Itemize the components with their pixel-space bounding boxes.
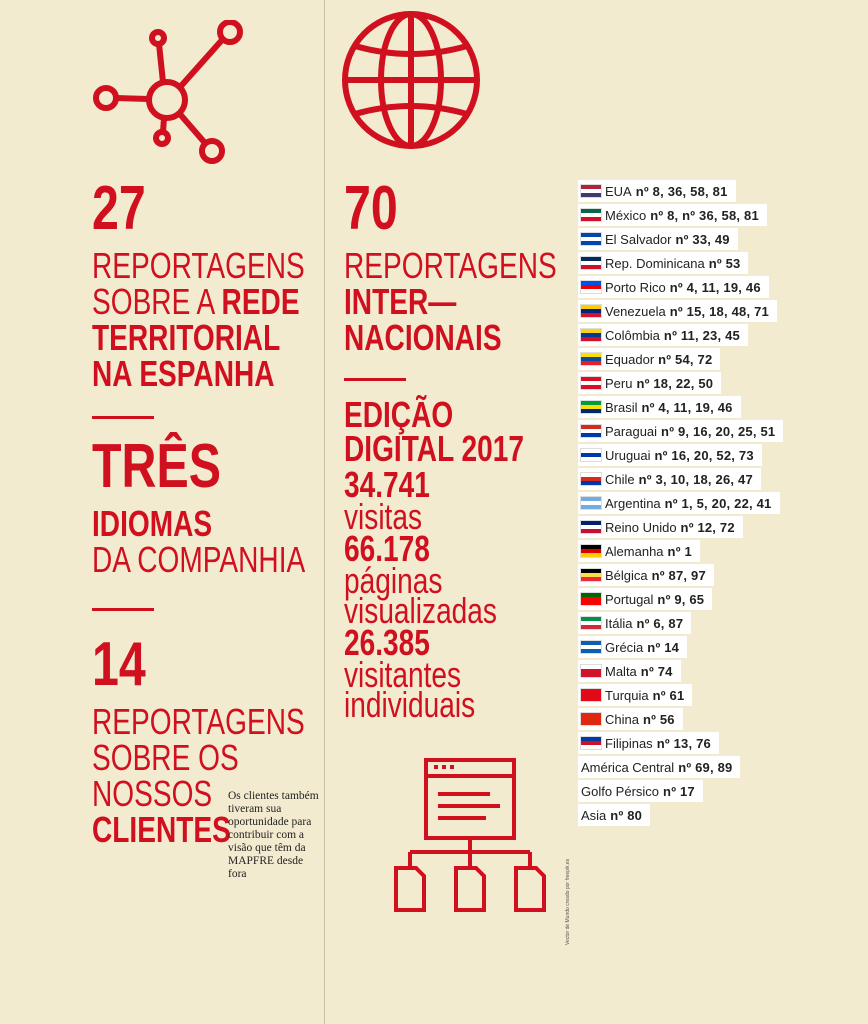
country-issues: nº 87, 97 [651, 567, 706, 583]
flag-icon [581, 425, 601, 437]
country-row-wrap [578, 708, 868, 732]
country-issues: nº 11, 23, 45 [663, 327, 740, 343]
flag-icon [581, 377, 601, 389]
country-row-wrap [578, 540, 868, 564]
flag-icon [581, 569, 601, 581]
country-row [578, 516, 743, 538]
country-row-wrap [578, 516, 868, 540]
country-issues: nº 54, 72 [658, 351, 713, 367]
country-name: Paraguai [605, 423, 658, 439]
section-rule [344, 378, 406, 381]
country-row [578, 228, 738, 250]
flag-icon [581, 185, 601, 197]
stat-number: 27 [92, 174, 146, 243]
flag-icon [581, 305, 601, 317]
country-name: Asia [581, 807, 607, 823]
country-row-wrap [578, 468, 868, 492]
flag-icon [581, 737, 601, 749]
country-row [578, 420, 783, 442]
country-issues: nº 3, 10, 18, 26, 47 [638, 471, 753, 487]
country-row-wrap [578, 372, 868, 396]
country-name: América Central [581, 759, 675, 775]
label-line-bold: NACIONAIS [344, 317, 502, 358]
country-issues: nº 12, 72 [680, 519, 735, 535]
country-issues: nº 9, 16, 20, 25, 51 [661, 423, 776, 439]
flag-icon [581, 473, 601, 485]
label-line-bold: NA ESPANHA [92, 353, 275, 394]
country-row-wrap [578, 660, 868, 684]
stat-value: 34.741 [344, 464, 430, 505]
country-name: Colômbia [605, 327, 660, 343]
country-name: Reino Unido [605, 519, 677, 535]
country-issues: nº 9, 65 [657, 591, 705, 607]
country-name: Portugal [605, 591, 654, 607]
country-row [578, 300, 777, 322]
country-row [578, 180, 736, 202]
flag-icon [581, 353, 601, 365]
country-name: Itália [605, 615, 633, 631]
country-row-wrap [578, 636, 868, 660]
country-row-wrap [578, 756, 868, 780]
stat-label: individuais [344, 684, 476, 725]
country-row-wrap [578, 420, 868, 444]
country-issues: nº 56 [642, 711, 675, 727]
country-row [578, 564, 714, 586]
stat-label: visitantes [344, 654, 462, 695]
flag-icon [581, 545, 601, 557]
country-row [578, 588, 712, 610]
country-issues: nº 53 [708, 255, 741, 271]
country-row [578, 660, 681, 682]
flag-icon [581, 497, 601, 509]
country-row [578, 204, 767, 226]
country-name: China [605, 711, 639, 727]
country-name: Peru [605, 375, 633, 391]
country-row-wrap [578, 444, 868, 468]
stat-number: TRÊS [92, 432, 221, 501]
country-name: Grécia [605, 639, 644, 655]
country-name: Porto Rico [605, 279, 666, 295]
block-territorial [92, 174, 365, 394]
flag-icon [581, 233, 601, 245]
clients-note: Os clientes também tiveram sua oportunidade para contribuir com a visão que têm da MAPFRE desde fora [228, 790, 319, 880]
country-issues: nº 18, 22, 50 [636, 375, 714, 391]
country-issues: nº 1 [667, 543, 692, 559]
stat-value: 26.385 [344, 622, 430, 663]
flag-icon [581, 593, 601, 605]
country-row [578, 804, 650, 826]
flag-icon [581, 449, 601, 461]
country-row-wrap [578, 804, 868, 828]
country-row [578, 396, 741, 418]
credit-text: Vector de Mundo creado por freepik.es [565, 858, 571, 945]
flag-icon [581, 641, 601, 653]
country-issues: nº 4, 11, 19, 46 [669, 279, 761, 295]
country-name: EUA [605, 183, 632, 199]
country-issues: nº 6, 87 [636, 615, 684, 631]
edition-line: EDIÇÃO [344, 394, 454, 435]
stat-visits [344, 464, 575, 537]
country-name: El Salvador [605, 231, 672, 247]
country-issues: nº 13, 76 [656, 735, 711, 751]
country-row [578, 372, 721, 394]
country-row-wrap [578, 612, 868, 636]
country-issues: nº 15, 18, 48, 71 [669, 303, 769, 319]
flag-icon [581, 521, 601, 533]
sitemap-icon [390, 756, 550, 916]
country-row [578, 708, 683, 730]
country-issues: nº 61 [652, 687, 685, 703]
stat-label: visualizadas [344, 590, 497, 631]
country-name: Chile [605, 471, 635, 487]
country-row [578, 492, 780, 514]
country-row-wrap [578, 684, 868, 708]
block-languages [92, 432, 365, 580]
country-row-wrap [578, 732, 868, 756]
country-row [578, 348, 720, 370]
country-row [578, 780, 703, 802]
block-digital-edition [344, 394, 575, 725]
country-row-wrap [578, 228, 868, 252]
country-name: Argentina [605, 495, 661, 511]
stat-label: páginas [344, 560, 443, 601]
label-line-bold: IDIOMAS [92, 503, 213, 544]
country-row [578, 636, 687, 658]
flag-icon [581, 401, 601, 413]
stat-number: 70 [344, 174, 398, 243]
country-name: Equador [605, 351, 655, 367]
country-name: Turquia [605, 687, 649, 703]
country-row-wrap [578, 180, 868, 204]
label-line-bold: TERRITORIAL [92, 317, 281, 358]
flag-icon [581, 665, 601, 677]
country-name: Bélgica [605, 567, 648, 583]
block-international [344, 174, 617, 358]
label-line: SOBRE A [92, 281, 222, 322]
label-line: REPORTAGENS [92, 701, 305, 742]
country-row [578, 756, 740, 778]
country-row [578, 612, 691, 634]
country-row [578, 732, 719, 754]
country-issues: nº 4, 11, 19, 46 [641, 399, 733, 415]
globe-icon [340, 10, 485, 155]
country-row [578, 444, 762, 466]
country-row-wrap [578, 564, 868, 588]
flag-icon [581, 329, 601, 341]
country-name: Brasil [605, 399, 638, 415]
label-line: SOBRE OS [92, 737, 239, 778]
flag-icon [581, 713, 601, 725]
label-line: DA COMPANHIA [92, 539, 306, 580]
country-row-wrap [578, 252, 868, 276]
country-name: Rep. Dominicana [605, 255, 705, 271]
country-issues: nº 1, 5, 20, 22, 41 [664, 495, 772, 511]
country-name: Filipinas [605, 735, 653, 751]
country-row-wrap [578, 588, 868, 612]
country-row-wrap [578, 348, 868, 372]
network-icon [88, 20, 248, 170]
country-name: Uruguai [605, 447, 651, 463]
country-row [578, 684, 692, 706]
stat-pageviews [344, 528, 575, 631]
country-issues: nº 8, 36, 58, 81 [635, 183, 728, 199]
label-line-bold: CLIENTES [92, 809, 231, 850]
country-name: Malta [605, 663, 637, 679]
country-row-wrap [578, 300, 868, 324]
label-line-bold: REDE [221, 281, 300, 322]
country-row-wrap [578, 780, 868, 804]
country-row-wrap [578, 276, 868, 300]
country-issues: nº 80 [610, 807, 643, 823]
country-row [578, 468, 761, 490]
country-issues: nº 74 [640, 663, 673, 679]
country-issues: nº 17 [663, 783, 695, 799]
flag-icon [581, 281, 601, 293]
edition-line: DIGITAL 2017 [344, 428, 524, 469]
country-row [578, 540, 700, 562]
country-name: Alemanha [605, 543, 664, 559]
flag-icon [581, 689, 601, 701]
country-name: Venezuela [605, 303, 666, 319]
flag-icon [581, 257, 601, 269]
country-row-wrap [578, 492, 868, 516]
country-row-wrap [578, 396, 868, 420]
flag-icon [581, 209, 601, 221]
stat-label: visitas [344, 496, 423, 537]
section-rule [92, 416, 154, 419]
country-name: Golfo Pérsico [581, 783, 660, 799]
country-issues: nº 14 [647, 639, 680, 655]
country-row [578, 252, 748, 274]
country-row-wrap [578, 204, 868, 228]
stat-value: 66.178 [344, 528, 430, 569]
stat-unique-visitors [344, 622, 575, 725]
stat-number: 14 [92, 630, 146, 699]
country-issues: nº 8, nº 36, 58, 81 [650, 207, 759, 223]
country-row [578, 324, 748, 346]
countries-list [578, 180, 868, 828]
label-line: NOSSOS [92, 773, 213, 814]
country-row-wrap [578, 324, 868, 348]
country-name: México [605, 207, 647, 223]
flag-icon [581, 617, 601, 629]
country-issues: nº 16, 20, 52, 73 [654, 447, 754, 463]
section-rule [92, 608, 154, 611]
country-row [578, 276, 769, 298]
label-line: REPORTAGENS [344, 245, 557, 286]
country-issues: nº 69, 89 [678, 759, 733, 775]
label-line-bold: INTER— [344, 281, 457, 322]
country-issues: nº 33, 49 [675, 231, 730, 247]
label-line: REPORTAGENS [92, 245, 305, 286]
